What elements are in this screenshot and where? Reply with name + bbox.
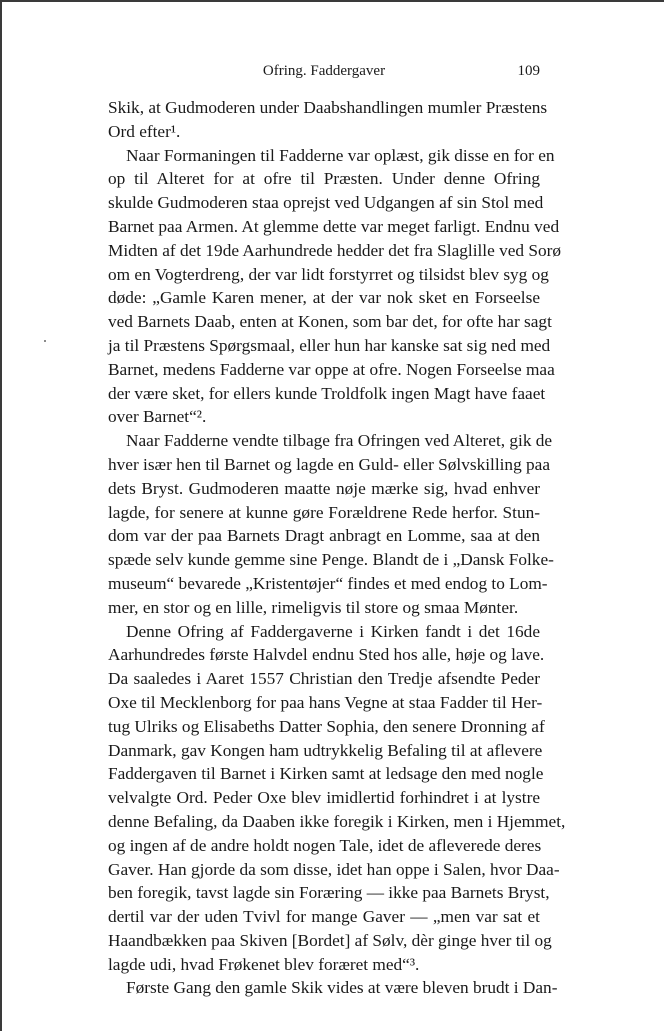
text-line: Danmark, gav Kongen ham udtrykkelig Befaling til at aflevere	[108, 740, 543, 760]
text-line: hver især hen til Barnet og lagde en Guld- eller Sølvskilling paa	[108, 454, 551, 474]
text-line: Ord efter¹.	[108, 121, 181, 141]
paragraph	[108, 429, 554, 619]
text-line: Første Gang den gamle Skik vides at være bleven brudt i Dan-	[126, 978, 558, 998]
text-line: Haandbækken paa Skiven [Bordet] af Sølv, dèr ginge hver til og	[108, 930, 552, 950]
text-line: der være sket, for ellers kunde Troldfolk ingen Magt have faaet	[108, 383, 546, 403]
text-line: lagde udi, hvad Frøkenet blev foræret med“³.	[108, 954, 420, 974]
text-line: døde: „Gamle Karen mener, at der var nok sket en Forseelse	[108, 288, 540, 308]
paragraph	[108, 144, 562, 430]
text-line: Aarhundredes første Halvdel endnu Sted hos alle, høje og lave.	[108, 645, 545, 665]
text-line: spæde selv kunde gemme sine Penge. Blandt de i „Dansk Folke-	[108, 550, 554, 570]
text-line: Gaver. Han gjorde da som disse, idet han oppe i Salen, hvor Daa-	[108, 859, 560, 879]
text-line: om en Vogterdreng, der var lidt forstyrret og tilsidst blev syg og	[108, 264, 549, 284]
text-line: Da saaledes i Aaret 1557 Christian den Tredje afsendte Peder	[108, 669, 540, 689]
text-line: ved Barnets Daab, enten at Konen, som bar det, for ofte har sagt	[108, 312, 552, 332]
running-title: Ofring. Faddergaver	[262, 63, 386, 79]
text-line: dets Bryst. Gudmoderen maatte nøje mærke sig, hvad enhver	[108, 478, 540, 498]
text-line: denne Befaling, da Daaben ikke foregik i Kirken, men i Hjemmet,	[108, 811, 566, 831]
text-line: Denne Ofring af Faddergaverne i Kirken fandt i det 16de	[126, 621, 540, 641]
text-line: tug Ulriks og Elisabeths Datter Sophia, den senere Dronning af	[108, 716, 545, 736]
text-line: ja til Præstens Spørgsmaal, eller hun har kanske sat sig ned med	[108, 335, 551, 355]
text-line: mer, en stor og en lille, rimeligvis til store og smaa Mønter.	[108, 597, 519, 617]
page-edge-top	[0, 0, 664, 2]
text-line: Skik, at Gudmoderen under Daabshandlingen mumler Præstens	[108, 98, 548, 117]
margin-mark	[44, 340, 46, 342]
text-body	[108, 96, 566, 1000]
page-number: 109	[517, 63, 540, 79]
paragraph	[108, 620, 566, 977]
text-line: ben foregik, tavst lagde sin Foræring — ikke paa Barnets Bryst,	[108, 883, 550, 903]
text-line: dertil var der uden Tvivl for mange Gaver — „men var sat et	[108, 907, 540, 927]
text-line: Naar Formaningen til Fadderne var oplæst, gik disse en for en	[126, 145, 555, 165]
paragraph	[108, 976, 558, 1000]
running-head	[108, 63, 540, 83]
text-line: skulde Gudmoderen staa oprejst ved Udgangen af sin Stol med	[108, 193, 544, 213]
text-line: Midten af det 19de Aarhundrede hedder det fra Slaglille ved Sorø	[108, 240, 562, 260]
text-line: op til Alteret for at ofre til Præsten. Under denne Ofring	[108, 169, 540, 189]
text-line: lagde, for senere at kunne gøre Forældrene Rede herfor. Stun-	[108, 502, 540, 522]
text-line: Oxe til Mecklenborg for paa hans Vegne at staa Fadder til Her-	[108, 692, 543, 712]
text-line: Faddergaven til Barnet i Kirken samt at ledsage den med nogle	[108, 764, 544, 784]
text-line: Barnet, medens Fadderne var oppe at ofre. Nogen Forseelse maa	[108, 359, 555, 379]
text-line: over Barnet“².	[108, 407, 207, 427]
text-line: og ingen af de andre holdt nogen Tale, idet de afleverede deres	[108, 835, 542, 855]
text-line: Barnet paa Armen. At glemme dette var meget farligt. Endnu ved	[108, 216, 560, 236]
paragraph	[108, 96, 548, 144]
page-edge-left	[0, 0, 2, 1031]
text-line: Naar Fadderne vendte tilbage fra Ofringen ved Alteret, gik de	[126, 431, 553, 451]
text-line: museum“ bevarede „Kristentøjer“ findes et med endog to Lom-	[108, 573, 548, 593]
text-line: velvalgte Ord. Peder Oxe blev imidlertid forhindret i at lystre	[108, 788, 540, 808]
text-line: dom var der paa Barnets Dragt anbragt en Lomme, saa at den	[108, 526, 540, 546]
